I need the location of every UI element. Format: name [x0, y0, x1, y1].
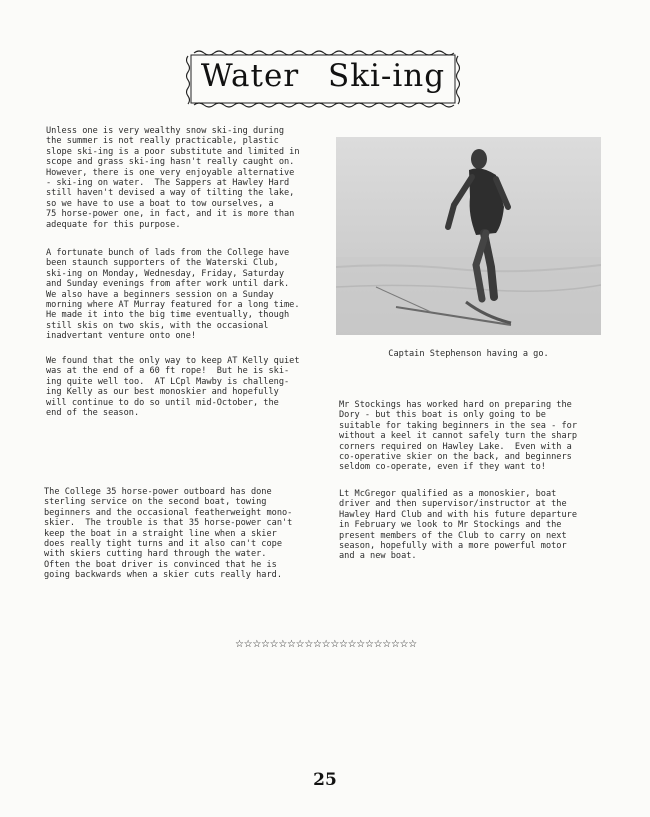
- star-separator: ☆☆☆☆☆☆☆☆☆☆☆☆☆☆☆☆☆☆☆☆☆: [235, 639, 417, 650]
- page-number: 25: [313, 770, 337, 790]
- paragraph-club: A fortunate bunch of lads from the College have been staunch supporters of the Waterski Club, ski-ing on Monday, Wednesday, Friday, Saturday and Sunday evenings from after work until dark. We also have a beginners session on a Sunday morning where AT Murray featured for a long time. He made it into the big time eventually, though still skis on two skis, with the occasional inadvertant venture onto one!: [46, 248, 300, 342]
- paragraph-kelly: We found that the only way to keep AT Kelly quiet was at the end of a 60 ft rope! But he is ski- ing quite well too. AT LCpl Mawby is challeng- ing Kelly as our best monoskier and hopefully will continue to do so until mid-October, the end of the season.: [46, 356, 300, 419]
- paragraph-mcgregor: Lt McGregor qualified as a monoskier, boat driver and then supervisor/instructor at the Hawley Hard Club and with his future departure in February we look to Mr Stockings and the present members of the Club to carry on next season, hopefully with a more powerful motor and a new boat.: [339, 489, 577, 562]
- paragraph-outboard: The College 35 horse-power outboard has done sterling service on the second boat, towing beginners and the occasional featherweight mono- skier. The trouble is that 35 horse-power can't keep the boat in a straight line when a skier does really tight turns and it also can't cope with skiers cutting hard through the water. Often the boat driver is convinced that he is going backwards when a skier cuts really hard.: [44, 487, 293, 581]
- photo-caption: Captain Stephenson having a go.: [388, 349, 549, 359]
- paragraph-intro: Unless one is very wealthy snow ski-ing during the summer is not really practicable, plastic slope ski-ing is a poor substitute and limited in scope and grass ski-ing hasn't really caught on. However, there is one very enjoyable alternative - ski-ing on water. The Sappers at Hawley Hard still haven't devised a way of tilting the lake, so we have to use a boat to tow ourselves, a 75 horse-power one, in fact, and it is more than adequate for this purpose.: [46, 126, 300, 230]
- skier-photo: [336, 137, 601, 335]
- title-banner: [186, 50, 460, 108]
- paragraph-dory: Mr Stockings has worked hard on preparing the Dory - but this boat is only going to be suitable for taking beginners in the sea - for without a keel it cannot safely turn the sharp corners required on Hawley Lake. Even with a co-operative skier on the back, and beginners seldom co-operate, even if they want to!: [339, 400, 577, 473]
- page-title: Water Ski-ing: [200, 58, 446, 94]
